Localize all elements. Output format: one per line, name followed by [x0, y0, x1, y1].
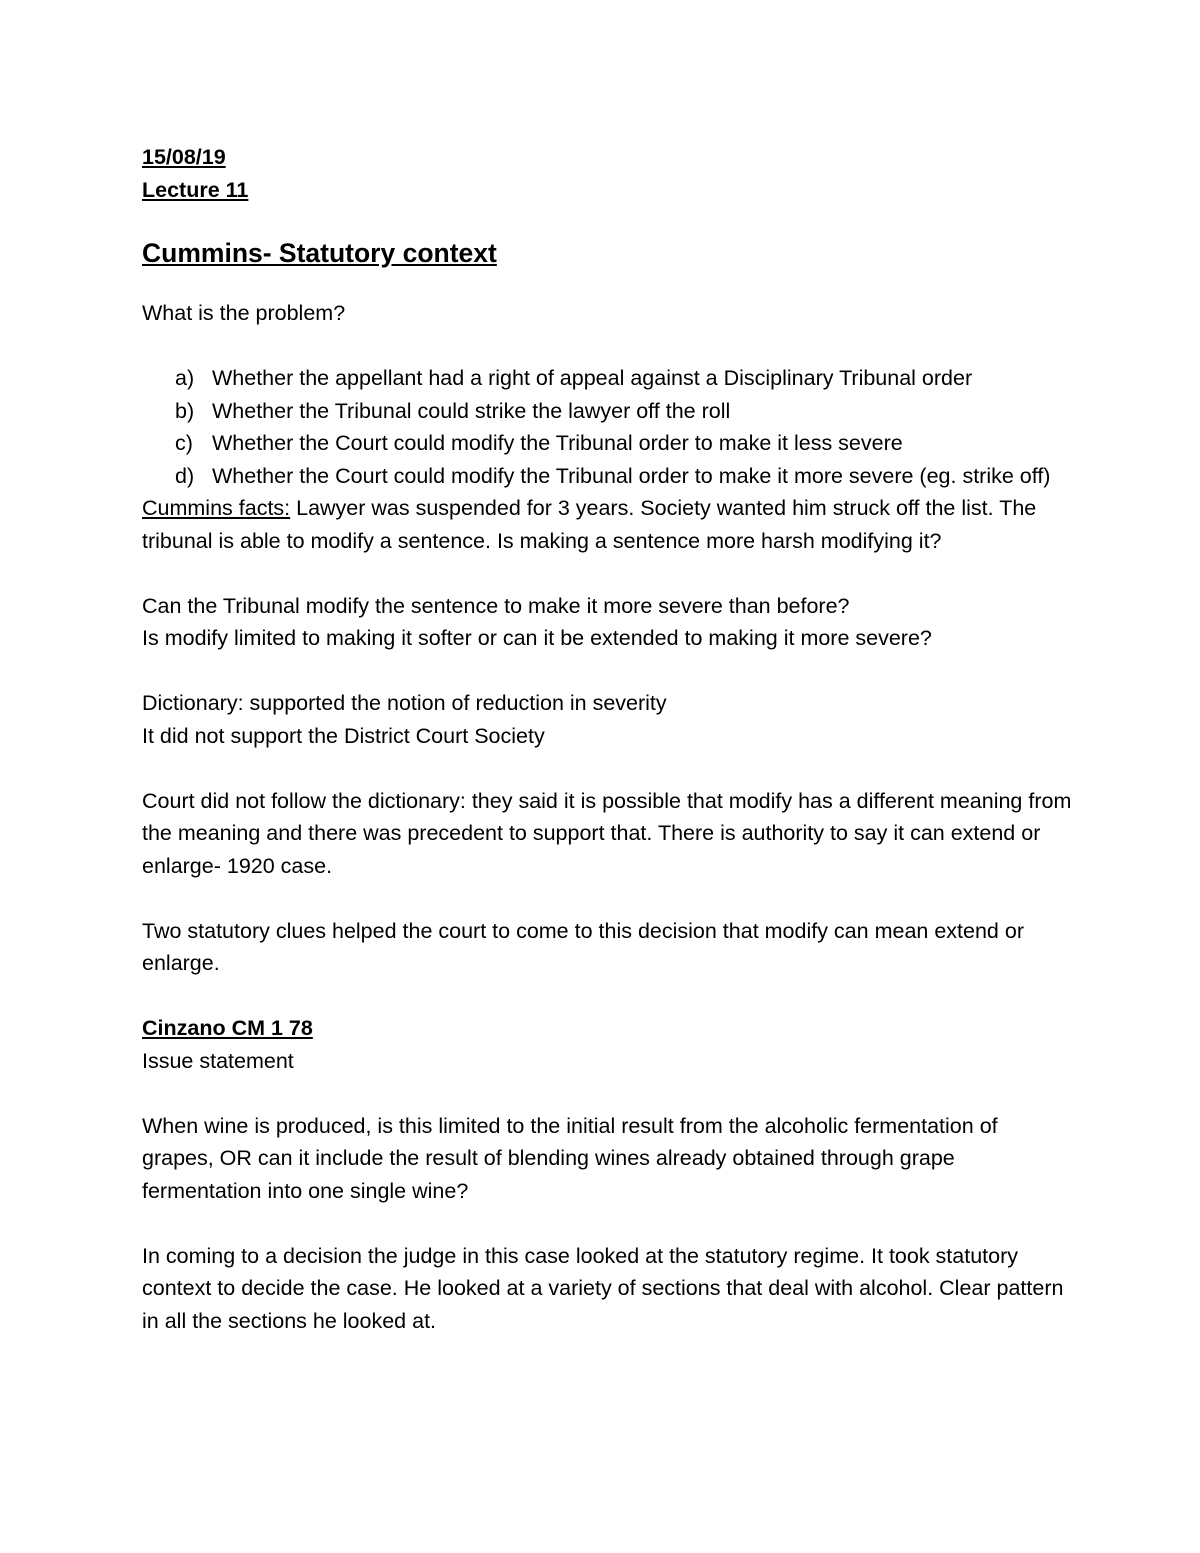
- list-marker: a): [175, 366, 195, 390]
- cummins-facts-paragraph: [142, 492, 1072, 557]
- list-item: [142, 427, 1072, 460]
- document-body: [142, 141, 1072, 1337]
- list-item-text: Whether the Court could modify the Tribunal order to make it more severe (eg. strike off): [212, 463, 1051, 488]
- list-marker: b): [175, 398, 195, 423]
- tribunal-question: Can the Tribunal modify the sentence to make it more severe than before?: [142, 593, 850, 618]
- lecture-number: Lecture 11: [142, 177, 249, 202]
- list-item-text: Whether the Tribunal could strike the lawyer off the roll: [212, 398, 731, 423]
- cummins-facts-label: Cummins facts:: [142, 496, 291, 520]
- list-item-text: Whether the Court could modify the Tribunal order to make it less severe: [212, 431, 903, 455]
- court-paragraph: Court did not follow the dictionary: they said it is possible that modify has a different meaning from the meaning and there was precedent to support that. There is authority to say it can extend or enlarge- 1920 case.: [142, 788, 1072, 878]
- list-marker: d): [175, 463, 195, 488]
- list-item-text: Whether the appellant had a right of appeal against a Disciplinary Tribunal order: [212, 366, 973, 390]
- lecture-date: 15/08/19: [142, 145, 226, 169]
- cummins-facts-text: Lawyer was suspended for 3 years. Society wanted him struck off the list. The tribunal is able to modify a sentence. Is making a sentence more harsh modifying it?: [142, 496, 1037, 553]
- problem-question: What is the problem?: [142, 301, 346, 325]
- statutory-clues-paragraph: Two statutory clues helped the court to come to this decision that modify can mean extend or enlarge.: [142, 918, 1024, 975]
- section-heading-cummins: Cummins- Statutory context: [142, 238, 497, 268]
- list-item: [142, 395, 1072, 428]
- problem-list: [142, 362, 1072, 492]
- list-item: [142, 460, 1072, 493]
- section-heading-cinzano: Cinzano CM 1 78: [142, 1016, 313, 1040]
- list-marker: c): [175, 431, 193, 455]
- dictionary-note-2: It did not support the District Court Society: [142, 723, 545, 748]
- issue-paragraph: When wine is produced, is this limited to the initial result from the alcoholic fermentation of grapes, OR can it include the result of blending wines already obtained through grape fermentation into one single wine?: [142, 1113, 998, 1203]
- list-item: [142, 362, 1072, 395]
- dictionary-note: Dictionary: supported the notion of reduction in severity: [142, 691, 667, 715]
- decision-paragraph: In coming to a decision the judge in this case looked at the statutory regime. It took statutory context to decide the case. He looked at a variety of sections that deal with alcohol. Clear pattern in all the sections he looked at.: [142, 1243, 1064, 1333]
- issue-statement-label: Issue statement: [142, 1048, 294, 1073]
- modify-question: Is modify limited to making it softer or can it be extended to making it more severe?: [142, 626, 932, 650]
